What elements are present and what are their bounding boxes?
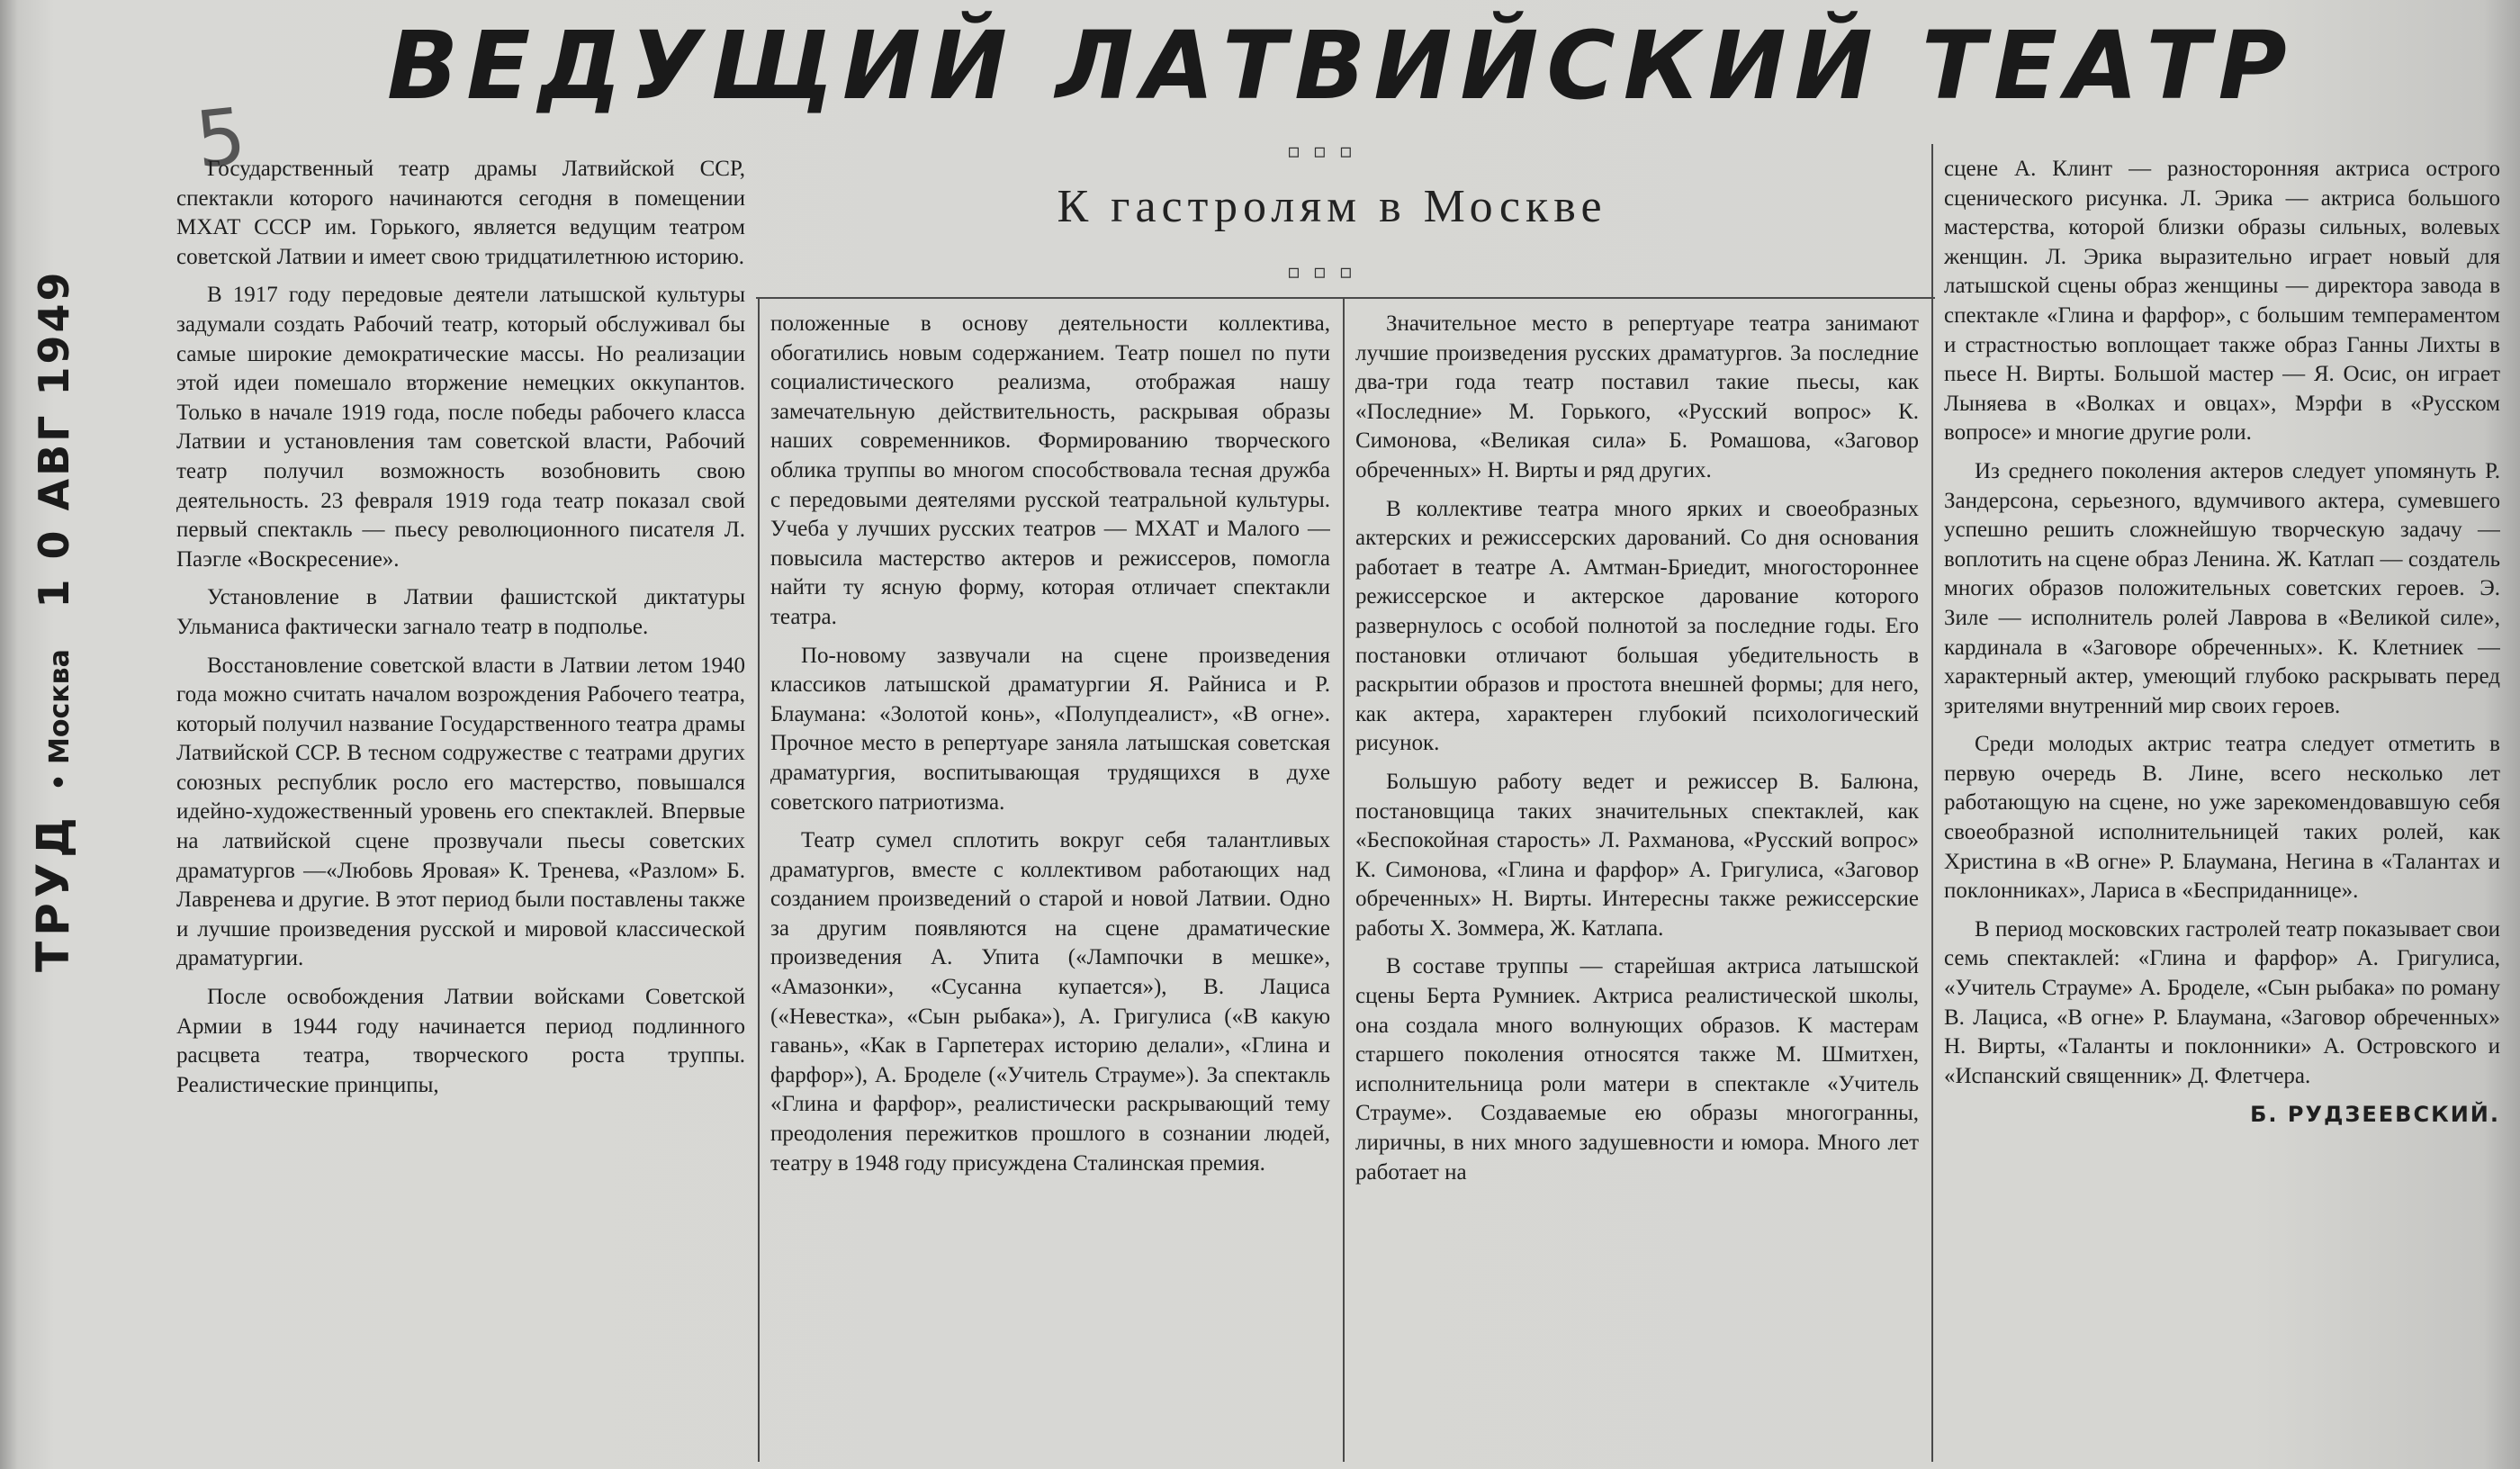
paragraph-continuation: положенные в основу деятельности коллектива, обогатились новым содержанием. Театр пошел по пути социалистического реализма, отображая нашу замечательную действительность, раскрывая образы наших современников. Формированию творческого облика труппы во многом способствовала тесная дружба с передовыми деятелями русской театральной культуры. Учеба у лучших русских театров — МХАТ и Малого — повысила мастерство актеров и режиссеров, помогла найти ту ясную форму, которая отличает спектакли театра. [770, 311, 1330, 629]
paragraph: В составе труппы — старейшая актриса латышской сцены Берта Румниек. Актриса реалистической школы, она создала много волнующих образов. К мастерам старшего поколения относятся также М. Шмитхен, исполнительница роли матери в спектакле «Учитель Страуме». Создаваемые ею образы многогранны, лиричны, в них много задушевности и юмора. Много лет работает на [1355, 954, 1919, 1185]
column-divider-2 [1343, 297, 1345, 1462]
stamp-date: 1 0 АВГ 1949 [30, 269, 78, 608]
article-headline: ВЕДУЩИЙ ЛАТВИЙСКИЙ ТЕАТР [387, 11, 2295, 121]
paragraph: Восстановление советской власти в Латвии летом 1940 года можно считать началом возрождения Рабочего театра, который получил название Государственного театра драмы Латвийской ССР. В тесном содружестве с театрами других союзных республик росло его мастерство, повышался идейно-художественный уровень его спектаклей. Впервые на латвийской сцене прозвучали пьесы советских драматургов —«Любовь Яровая» К. Тренева, «Разлом» Б. Лавренева и другие. В этот период были поставлены также и лучшие произведения русской и мировой классической драматургии. [176, 653, 745, 971]
article-subheadline: К гастролям в Москве [1057, 181, 1607, 232]
ornament-divider-top: ▫▫▫ [1287, 140, 1365, 163]
paragraph: В 1917 году передовые деятели латышской культуры задумали создать Рабочий театр, который обслуживал бы самые широкие демократические массы. Но реализации этой идеи помешало вторжение немецких оккупантов. Только в начале 1919 года, после победы рабочего класса Латвии и установления там советской власти, Рабочий театр получил возможность возобновить свою деятельность. 23 февраля 1919 года театр показал свой первый спектакль — пьесу революционного писателя Л. Паэгле «Воскресение». [176, 283, 745, 572]
paragraph: Государственный театр драмы Латвийской ССР, спектакли которого начинаются сегодня в помещении МХАТ СССР им. Горького, является ведущим театром советской Латвии и имеет свою тридцатилетнюю историю. [176, 157, 745, 269]
paragraph: Среди молодых актрис театра следует отметить в первую очередь В. Лине, всего несколько лет работающую на сцене, но уже зарекомендовавшую себя своеобразной исполнительницей таких ролей, как Христина в «В огне» Р. Блаумана, Негина в «Талантах и поклонниках», Лариса в «Бесприданнице». [1944, 732, 2500, 904]
paragraph: После освобождения Латвии войсками Советской Армии в 1944 году начинается период подлинного расцвета театра, творческого роста труппы. Реалистические принципы, [176, 985, 745, 1097]
stamp-newspaper-name: ТРУД [27, 812, 79, 972]
text-column-2 [770, 310, 1330, 1462]
ornament-divider-bottom: ▫▫▫ [1287, 261, 1365, 284]
paragraph: Значительное место в репертуаре театра занимают лучшие произведения русских драматургов. За последние два-три года театр поставил такие пьесы, как «Последние» М. Горького, «Русский вопрос» К. Симонова, «Великая сила» Б. Ромашова, «Заговор обреченных» Н. Вирты и ряд других. [1355, 311, 1919, 482]
text-column-1 [176, 155, 745, 1462]
paragraph: В период московских гастролей театр показывает свои семь спектаклей: «Глина и фарфор» А. Григулиса, «Учитель Страуме» А. Броделе, «Сын рыбака» по роману В. Лациса, «В огне» Р. Блаумана, «Заговор обреченных» Н. Вирты, «Таланты и поклонники» А. Островского и «Испанский священник» Д. Флетчера. [1944, 916, 2500, 1088]
paragraph-continuation: сцене А. Клинт — разносторонняя актриса острого сценического рисунка. Л. Эрика — актриса большого мастерства, которой близки образы сильных, волевых женщин. Л. Эрика выразительно играет новый для латышской сцены образ женщины — директора завода в спектакле «Глина и фарфор», с большим темпераментом и страстностью воплощает также образ Ганны Лихты в пьесе Н. Вирты. Большой мастер — Я. Осис, он играет Лыняева в «Волках и овцах», Мэрфи в «Русском вопросе» и многие другие роли. [1944, 157, 2500, 446]
paragraph: Театр сумел сплотить вокруг себя талантливых драматургов, вместе с коллективом работающих над созданием произведений о старой и новой Латвии. Одно за другим появляются на сцене драматические произведения А. Упита («Лампочки в мешке», «Амазонки», «Сусанна купается»), В. Лациса («Невестка», «Сын рыбака»), А. Григулиса («В какую гавань», «Как в Гарпетерах историю делали», «Глина и фарфор»), А. Броделе («Учитель Страуме»). За спектакль «Глина и фарфор», реалистически раскрывающий тему преодоления пережитков прошлого в сознании людей, театру в 1948 году присуждена Сталинская премия. [770, 828, 1330, 1176]
column-divider-1 [758, 297, 760, 1462]
column-top-rule [756, 297, 1935, 299]
author-signature: Б. РУДЗЕЕВСКИЙ. [2250, 1102, 2500, 1128]
paragraph: По-новому зазвучали на сцене произведения классиков латышской драматургии Я. Райниса и Р. Блаумана: «Золотой конь», «Полупдеалист», «В огне». Прочное место в репертуаре заняла латышская советская драматургия, воспитывающая трудящихся в духе советского патриотизма. [770, 643, 1330, 815]
paragraph: В коллективе театра много ярких и своеобразных актерских и режиссерских дарований. Со дня основания работает в театре А. Амтман-Бриедит, многостороннее режиссерское и актерское дарование которого развернулось с особой полнотой за последние годы. Его постановки отличают большая убедительность в раскрытии образов и простота внешней формы; для него, как актера, характерен глубокий психологический рисунок. [1355, 496, 1919, 756]
paragraph: Большую работу ведет и режиссер В. Балюна, постановщица таких значительных спектаклей, как «Беспокойная старость» Л. Рахманова, «Русский вопрос» К. Симонова, «Глина и фарфор» А. Григулиса, «Заговор обреченных» Н. Вирты. Интересны также режиссерские работы Х. Зоммера, Ж. Катлапа. [1355, 769, 1919, 941]
stamp-city: • Москва [44, 649, 76, 791]
paragraph: Из среднего поколения актеров следует упомянуть Р. Зандерсона, серьезного, вдумчивого актера, сумевшего успешно решить сложнейшую творческую задачу — воплотить на сцене образ Ленина. Ж. Катлап — создатель многих образов положительных советских героев. Э. Зиле — исполнитель ролей Лаврова в «Великой силе», кардинала в «Заговоре обреченных». К. Клетниек — характерный актер, умеющий глубоко раскрывать перед зрителями внутренний мир своих героев. [1944, 458, 2500, 718]
paragraph: Установление в Латвии фашистской диктатуры Ульманиса фактически загнало театр в подполье. [176, 585, 745, 639]
text-column-4 [1944, 155, 2500, 1462]
text-column-3 [1355, 310, 1919, 1462]
column-divider-3 [1931, 144, 1933, 1462]
pencil-margin-note: 5 [191, 91, 250, 186]
